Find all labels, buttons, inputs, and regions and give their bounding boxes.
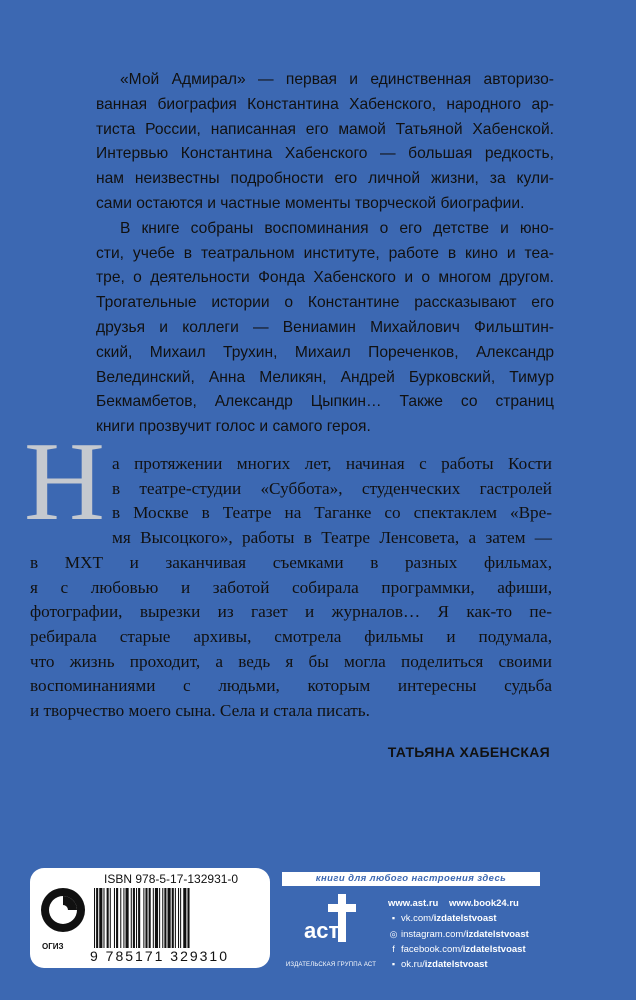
annotation-line: нам неизвестны подробности его личной жизни, за кули- bbox=[96, 170, 554, 188]
slogan-banner: книги для любого настроения здесь bbox=[282, 872, 540, 886]
social-link[interactable] bbox=[388, 957, 529, 972]
ast-logo-icon bbox=[302, 892, 368, 956]
social-link-domain: facebook.com/ bbox=[401, 943, 463, 955]
social-link[interactable] bbox=[388, 911, 529, 926]
annotation-line: сти, учебе в театральном институте, работе в кино и теа- bbox=[96, 244, 554, 262]
annotation-line: ский, Михаил Трухин, Михаил Пореченков, Александр bbox=[96, 343, 554, 361]
publisher-links bbox=[388, 896, 529, 972]
quote-line: я с любовью и заботой собирала программки, афиши, bbox=[30, 577, 552, 597]
barcode-panel bbox=[30, 868, 270, 968]
quote-line: фотографии, вырезки из газет и журналов… Я как-то пе- bbox=[30, 602, 552, 622]
social-link-handle: izdatelstvoast bbox=[462, 943, 526, 955]
annotation-line: «Мой Адмирал» — первая и единственная авторизо- bbox=[120, 71, 554, 88]
quote-line: в МХТ и заканчивая съемками в разных фильмах, bbox=[30, 552, 552, 572]
quote-line: а протяжении многих лет, начиная с работы Кости bbox=[112, 454, 552, 473]
annotation-line: тиста России, написанная его мамой Татьяной Хабенской. bbox=[96, 120, 554, 138]
annotation-text bbox=[96, 68, 554, 440]
publisher-caption: ИЗДАТЕЛЬСКАЯ ГРУППА АСТ bbox=[285, 962, 377, 968]
social-link-handle: izdatelstvoast bbox=[433, 913, 497, 925]
social-link[interactable] bbox=[388, 942, 529, 957]
annotation-line: тре, о деятельности Фонда Хабенского и о многом другом. bbox=[96, 269, 554, 287]
annotation-line: сами остаются и частные моменты творческой биографии. bbox=[96, 194, 525, 212]
social-link-handle: izdatelstvoast bbox=[465, 928, 529, 940]
vk-icon: ▪ bbox=[391, 913, 396, 924]
barcode-icon bbox=[92, 888, 264, 948]
quote-line: и творчество моего сына. Села и стала писать. bbox=[30, 701, 370, 721]
quote-line: в Москве в Театре на Таганке со спектаклем «Вре- bbox=[112, 503, 552, 523]
annotation-line: Велединский, Анна Меликян, Андрей Бурковский, Тимур bbox=[96, 368, 554, 386]
drop-cap: Н bbox=[24, 420, 105, 544]
annotation-line: ванная биография Константина Хабенского, народного ар- bbox=[96, 95, 554, 113]
social-link-domain: ok.ru/ bbox=[401, 959, 425, 971]
quote-line: мя Высоцкого», работы в Театре Ленсовета, а затем — bbox=[112, 528, 552, 548]
odnoklassniki-icon: ▪ bbox=[391, 959, 396, 970]
quote-line: в театре-студии «Суббота», студенческих гастролей bbox=[112, 478, 552, 498]
ast-logo-text: аст bbox=[304, 918, 340, 943]
annotation-line: Бекмамбетов, Александр Цыпкин… Также со страниц bbox=[96, 393, 554, 411]
annotation-line: В книге собраны воспоминания о его детстве и юно- bbox=[120, 219, 554, 237]
website-links[interactable]: www.ast.ru www.book24.ru bbox=[388, 898, 519, 909]
instagram-icon: ◎ bbox=[389, 928, 398, 939]
author-signature: ТАТЬЯНА ХАБЕНСКАЯ bbox=[387, 744, 550, 760]
quote-line: что жизнь проходит, а ведь я бы могла поделиться своими bbox=[30, 651, 552, 671]
social-link[interactable] bbox=[388, 927, 529, 942]
ogiz-label: ОГИЗ bbox=[42, 942, 64, 951]
quote-line: воспоминаниями с людьми, которым интересны судьба bbox=[30, 676, 552, 696]
annotation-line: книги прозвучит голос и самого героя. bbox=[96, 418, 371, 436]
social-link-domain: vk.com/ bbox=[401, 913, 434, 925]
annotation-line: Интервью Константина Хабенского — большая редкость, bbox=[96, 145, 554, 163]
social-link-handle: izdatelstvoast bbox=[424, 959, 488, 971]
isbn-number: ISBN 978-5-17-132931-0 bbox=[104, 872, 239, 886]
facebook-icon: f bbox=[392, 943, 395, 954]
author-quote bbox=[30, 452, 552, 724]
quote-line: ребирала старые архивы, смотрела фильмы и подумала, bbox=[30, 626, 552, 646]
annotation-line: Трогательные истории о Константине рассказывают его bbox=[96, 294, 554, 312]
ean-digits: 9 785171 329310 bbox=[90, 948, 229, 964]
annotation-line: друзья и коллеги — Вениамин Михайлович Фильштин- bbox=[96, 318, 554, 336]
social-link-domain: instagram.com/ bbox=[401, 928, 466, 940]
